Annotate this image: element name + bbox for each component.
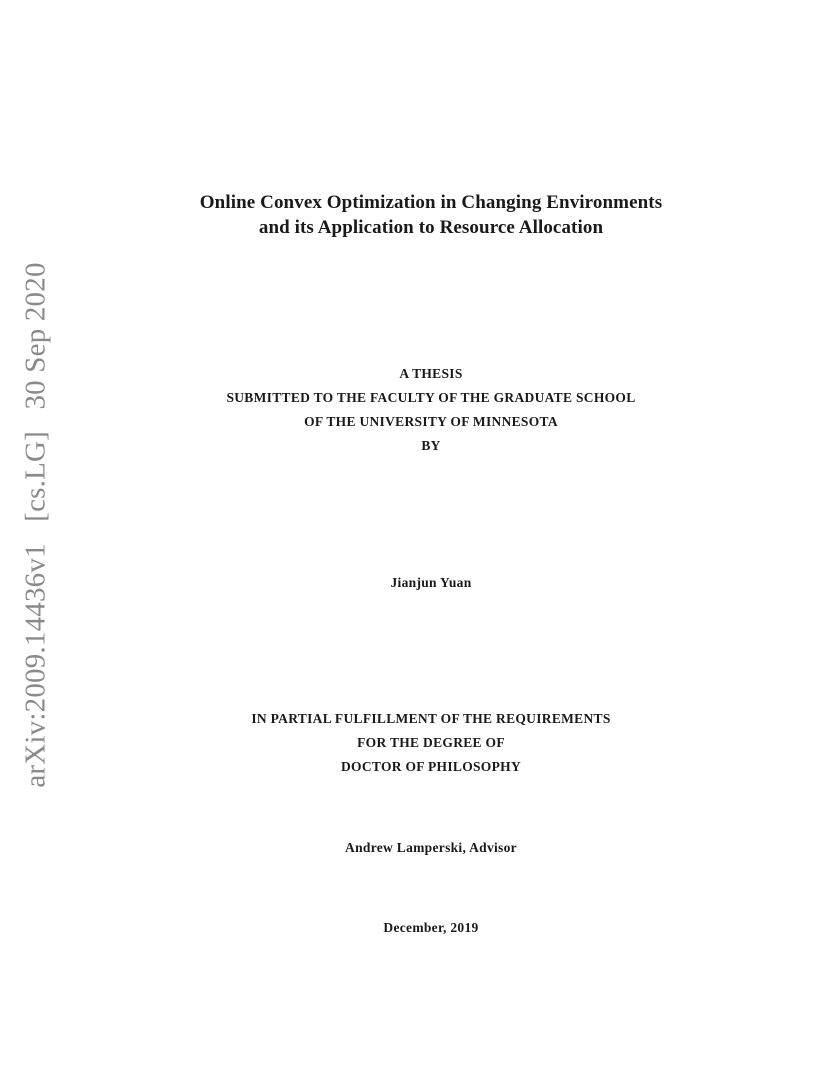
advisor-line: Andrew Lamperski, Advisor [345, 840, 517, 855]
arxiv-id: arXiv:2009.14436v1 [19, 543, 52, 788]
thesis-title [0, 190, 828, 240]
title-line-1: Online Convex Optimization in Changing Environments [199, 192, 663, 213]
arxiv-category: [cs.LG] [19, 430, 52, 522]
fulfillment-line-1: IN PARTIAL FULFILLMENT OF THE REQUIREMENTS [251, 711, 611, 726]
submission-line-2: SUBMITTED TO THE FACULTY OF THE GRADUATE SCHOOL [226, 390, 636, 405]
advisor-name [0, 836, 828, 860]
submission-line-3: OF THE UNIVERSITY OF MINNESOTA [304, 414, 558, 429]
submission-line-1: A THESIS [399, 366, 463, 381]
author-line: Jianjun Yuan [390, 575, 472, 590]
fulfillment-line-3: DOCTOR OF PHILOSOPHY [340, 759, 522, 774]
date-line: December, 2019 [383, 920, 479, 935]
author-name [0, 571, 828, 595]
arxiv-date: 30 Sep 2020 [19, 262, 52, 410]
submission-date [0, 916, 828, 940]
title-line-2: and its Application to Resource Allocation [258, 217, 604, 238]
fulfillment-line-2: FOR THE DEGREE OF [357, 735, 505, 750]
submission-line-4: BY [421, 438, 441, 453]
submission-statement [0, 362, 828, 458]
degree-statement [0, 707, 828, 779]
